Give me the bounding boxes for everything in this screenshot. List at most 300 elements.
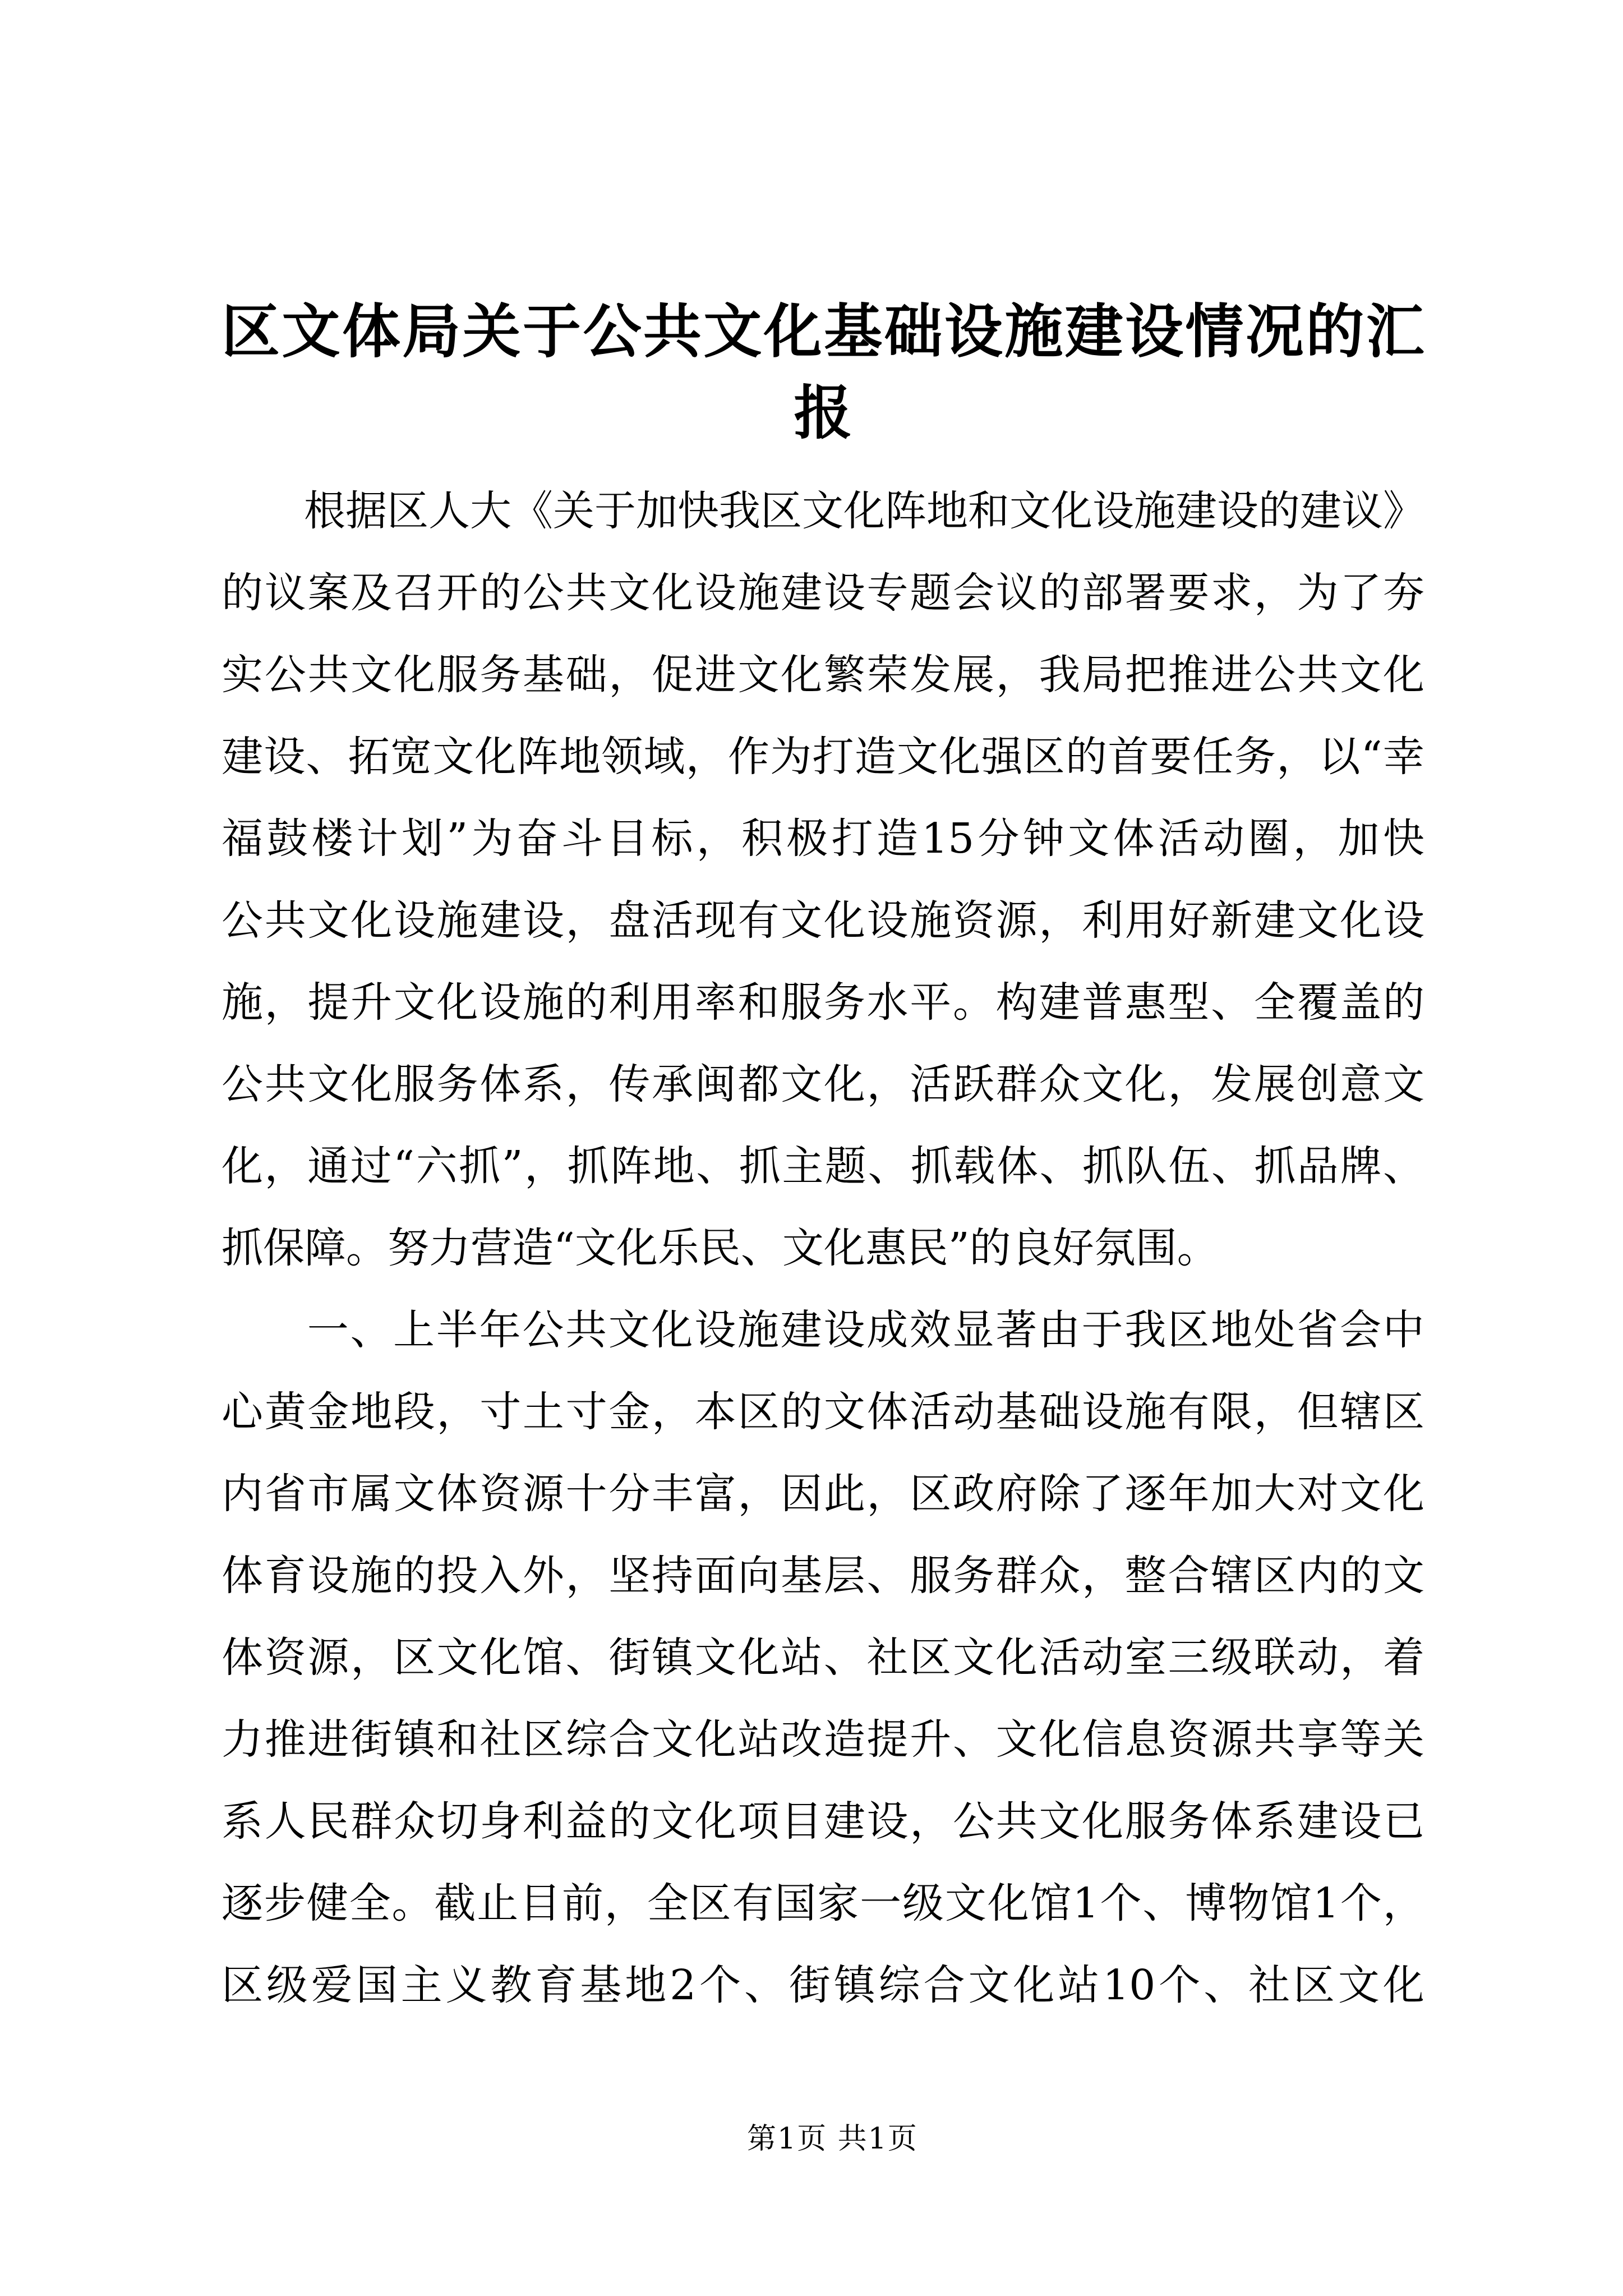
glyph: 层: [823, 1552, 865, 1600]
glyph: 宽: [390, 733, 432, 781]
glyph: 覆: [1297, 978, 1339, 1027]
glyph: 文: [1068, 815, 1110, 863]
glyph: 区: [222, 1961, 263, 2009]
glyph: 共: [565, 1306, 607, 1354]
glyph: 向: [737, 1552, 780, 1600]
glyph: 建: [1300, 487, 1341, 535]
glyph: 合: [608, 1715, 651, 1764]
glyph: 了: [1082, 1470, 1124, 1518]
glyph: 中: [1382, 1306, 1424, 1354]
glyph: ，: [604, 1879, 646, 1927]
glyph: 六: [416, 1142, 458, 1190]
glyph: 设: [264, 733, 306, 781]
glyph: 化: [436, 978, 478, 1027]
glyph: 好: [1168, 896, 1210, 945]
glyph: 公: [952, 1797, 994, 1846]
glyph: 。: [952, 978, 994, 1027]
glyph: 文: [652, 1715, 694, 1764]
text-line: [222, 1289, 1424, 1371]
glyph: 联: [1253, 1634, 1295, 1682]
glyph: 公: [264, 651, 306, 699]
glyph: 限: [1211, 1388, 1253, 1436]
glyph: ，: [737, 1470, 780, 1518]
glyph: 区: [1382, 1388, 1424, 1436]
glyph: 有: [732, 1879, 774, 1927]
glyph: 文: [737, 651, 780, 699]
glyph: 基: [824, 297, 883, 366]
glyph: 文: [351, 651, 393, 699]
glyph: 础: [1039, 1388, 1081, 1436]
glyph: 1: [1312, 1879, 1339, 1927]
glyph: “: [1361, 733, 1382, 781]
glyph: 务: [1168, 1797, 1210, 1846]
glyph: 题: [910, 569, 952, 617]
glyph: 2: [670, 1961, 697, 2009]
glyph: 、: [1211, 1142, 1253, 1190]
glyph: 站: [781, 1634, 823, 1682]
glyph: 博: [1185, 1879, 1227, 1927]
glyph: 文: [432, 733, 474, 781]
glyph: 建: [1253, 896, 1295, 945]
glyph: 率: [694, 978, 736, 1027]
glyph: 的: [1340, 1552, 1382, 1600]
glyph: 资: [479, 1470, 522, 1518]
glyph: 强: [981, 733, 1023, 781]
glyph: 金: [307, 1388, 349, 1436]
glyph: 效: [909, 1306, 951, 1354]
glyph: 快: [677, 487, 719, 535]
glyph: 目: [606, 815, 648, 863]
glyph: 建: [1039, 978, 1081, 1027]
glyph: 议: [995, 569, 1038, 617]
glyph: 化: [1382, 651, 1424, 699]
glyph: 爱: [311, 1961, 353, 2009]
glyph: ，: [1253, 1388, 1295, 1436]
glyph: 室: [1124, 1634, 1166, 1682]
glyph: 设: [694, 569, 736, 617]
glyph: 公: [583, 297, 642, 366]
glyph: 共: [1253, 1715, 1295, 1764]
glyph: 文: [802, 487, 843, 535]
glyph: 止: [477, 1879, 519, 1927]
glyph: 施: [737, 569, 780, 617]
glyph: 地: [653, 1142, 695, 1190]
glyph: 建: [781, 569, 823, 617]
glyph: 化: [763, 297, 822, 366]
glyph: 截: [434, 1879, 476, 1927]
glyph: 众: [1039, 1060, 1081, 1108]
glyph: 、: [952, 1715, 994, 1764]
glyph: 、: [823, 1634, 865, 1682]
glyph: 建: [823, 1797, 865, 1846]
glyph: 金: [608, 1388, 651, 1436]
glyph: 于: [1081, 1306, 1123, 1354]
glyph: 设: [307, 1552, 349, 1600]
glyph: 拓: [348, 733, 390, 781]
glyph: 伍: [1168, 1142, 1210, 1190]
glyph: 推: [1168, 651, 1210, 699]
glyph: 化: [1082, 1797, 1124, 1846]
glyph: 抓: [1082, 1142, 1124, 1190]
glyph: 文: [995, 1715, 1038, 1764]
glyph: ，: [524, 1142, 566, 1190]
glyph: 于: [594, 487, 636, 535]
glyph: 坚: [608, 1552, 651, 1600]
glyph: 内: [1297, 1552, 1339, 1600]
glyph: 服: [781, 978, 823, 1027]
glyph: 本: [694, 1388, 736, 1436]
glyph: 》: [1383, 487, 1424, 535]
glyph: 区: [522, 1715, 564, 1764]
glyph: ，: [1340, 1634, 1382, 1682]
glyph: 著: [995, 1306, 1038, 1354]
glyph: 幸: [1382, 733, 1424, 781]
glyph: 公: [522, 1306, 564, 1354]
glyph: 化: [737, 1634, 780, 1682]
glyph: 站: [737, 1715, 780, 1764]
glyph: 目: [519, 1879, 561, 1927]
glyph: 镇: [393, 1715, 435, 1764]
glyph: 动: [1082, 1634, 1124, 1682]
glyph: 水: [866, 978, 909, 1027]
glyph: 、: [1039, 1142, 1081, 1190]
glyph: ，: [652, 1388, 694, 1436]
glyph: 的: [1039, 569, 1081, 617]
glyph: 土: [522, 1388, 564, 1436]
glyph: 化: [823, 896, 865, 945]
glyph: 的: [1382, 978, 1424, 1027]
glyph: 的: [608, 1797, 651, 1846]
glyph: 的: [1306, 297, 1364, 366]
glyph: ，: [1168, 1060, 1210, 1108]
glyph: ，: [608, 651, 651, 699]
glyph: 改: [781, 1715, 823, 1764]
glyph: 设: [393, 896, 435, 945]
glyph: 部: [1082, 569, 1124, 617]
glyph: 设: [823, 569, 865, 617]
glyph: 公: [222, 896, 263, 945]
glyph: 地: [559, 733, 601, 781]
glyph: 个: [699, 1961, 741, 2009]
glyph: 把: [1124, 651, 1166, 699]
glyph: 信: [1082, 1715, 1124, 1764]
glyph: 务: [1234, 733, 1276, 781]
glyph: 化: [351, 1060, 393, 1108]
glyph: 设: [694, 1306, 736, 1354]
glyph: 和: [737, 978, 780, 1027]
glyph: 个: [1340, 1879, 1382, 1927]
glyph: 造: [876, 815, 918, 863]
glyph: 体: [222, 1634, 263, 1682]
glyph: 富: [694, 1470, 736, 1518]
glyph: 化: [1039, 1715, 1081, 1764]
glyph: 群: [351, 1797, 393, 1846]
glyph: 服: [910, 1552, 952, 1600]
glyph: 馆: [522, 1634, 564, 1682]
glyph: 盘: [608, 896, 651, 945]
glyph: 基: [580, 1961, 622, 2009]
glyph: 用: [652, 978, 694, 1027]
glyph: 源: [1211, 1715, 1253, 1764]
glyph: 域: [643, 733, 685, 781]
glyph: 年: [479, 1306, 521, 1354]
glyph: 关: [1382, 1715, 1424, 1764]
glyph: 设: [866, 896, 909, 945]
glyph: ，: [1276, 733, 1318, 781]
glyph: 区: [1253, 1552, 1295, 1600]
glyph: 全: [349, 1879, 391, 1927]
glyph: ，: [1293, 815, 1335, 863]
glyph: 文: [1382, 1552, 1424, 1600]
glyph: 馆: [1030, 1879, 1072, 1927]
glyph: 、: [866, 1552, 909, 1600]
glyph: 体: [222, 1552, 263, 1600]
text-line: [222, 716, 1424, 798]
glyph: 进: [307, 1715, 349, 1764]
glyph: 化: [694, 1797, 736, 1846]
glyph: 情: [1185, 297, 1244, 366]
glyph: 提: [866, 1715, 909, 1764]
glyph: 传: [608, 1060, 651, 1108]
glyph: 为: [471, 815, 513, 863]
glyph: 民: [307, 1797, 349, 1846]
glyph: 人: [428, 487, 470, 535]
glyph: 繁: [823, 651, 865, 699]
glyph: 文: [823, 1388, 865, 1436]
glyph: 化: [843, 487, 885, 535]
text-line: [222, 961, 1424, 1043]
glyph: 抓: [567, 1142, 609, 1190]
text-line: [222, 1371, 1424, 1453]
glyph: 和: [436, 1715, 478, 1764]
glyph: 国: [356, 1961, 398, 2009]
glyph: 化: [781, 651, 823, 699]
glyph: 区: [910, 1470, 952, 1518]
glyph: 化: [694, 1715, 736, 1764]
glyph: 文: [952, 1634, 994, 1682]
glyph: 区: [1293, 1961, 1335, 2009]
glyph: 基: [781, 1552, 823, 1600]
glyph: 区: [1168, 1306, 1210, 1354]
glyph: 过: [350, 1142, 392, 1190]
glyph: 础: [565, 651, 607, 699]
glyph: 建: [1297, 1797, 1339, 1846]
glyph: 义: [445, 1961, 487, 2009]
glyph: 投: [436, 1552, 478, 1600]
glyph: 合: [1168, 1552, 1210, 1600]
glyph: 鼓: [266, 815, 308, 863]
glyph: 利: [1082, 896, 1124, 945]
glyph: 的: [1066, 733, 1107, 781]
glyph: 施: [436, 896, 478, 945]
glyph: 召: [393, 569, 435, 617]
glyph: 加: [636, 487, 677, 535]
glyph: 务: [952, 1552, 994, 1600]
glyph: 文: [1039, 1797, 1081, 1846]
glyph: 加: [1338, 815, 1380, 863]
glyph: 区: [910, 1634, 952, 1682]
glyph: 段: [393, 1388, 435, 1436]
glyph: 础: [884, 297, 943, 366]
glyph: ，: [685, 733, 727, 781]
glyph: 奋: [516, 815, 558, 863]
glyph: ，: [910, 1797, 952, 1846]
glyph: 全: [647, 1879, 689, 1927]
glyph: 我: [1124, 1306, 1166, 1354]
glyph: 共: [565, 569, 607, 617]
glyph: ，: [1039, 896, 1081, 945]
glyph: 局: [402, 297, 461, 366]
glyph: 夯: [1382, 569, 1424, 617]
glyph: 级: [266, 1961, 308, 2009]
glyph: 文: [703, 297, 762, 366]
glyph: 共: [264, 896, 306, 945]
glyph: 、: [1204, 1961, 1246, 2009]
glyph: 通: [307, 1142, 349, 1190]
glyph: 主: [400, 1961, 442, 2009]
glyph: 牌: [1340, 1142, 1382, 1190]
glyph: 首: [1108, 733, 1150, 781]
glyph: 标: [651, 815, 693, 863]
glyph: 和: [968, 487, 1009, 535]
glyph: 体: [997, 1142, 1039, 1190]
glyph: 10: [1103, 1961, 1156, 2009]
glyph: 打: [812, 733, 854, 781]
glyph: 设: [479, 978, 522, 1027]
glyph: 地: [351, 1388, 393, 1436]
glyph: 载: [953, 1142, 995, 1190]
glyph: 设: [944, 297, 1003, 366]
glyph: 化: [1382, 1961, 1424, 2009]
glyph: 众: [393, 1797, 435, 1846]
glyph: 区: [689, 1879, 731, 1927]
glyph: 要: [1150, 733, 1192, 781]
glyph: 汇: [1366, 297, 1424, 366]
glyph: 资: [952, 896, 994, 945]
glyph: 整: [1124, 1552, 1166, 1600]
glyph: 文: [1340, 651, 1382, 699]
glyph: 建: [780, 1306, 822, 1354]
glyph: 体: [436, 1470, 478, 1518]
glyph: 促: [652, 651, 694, 699]
glyph: 三: [1168, 1634, 1210, 1682]
glyph: 公: [522, 569, 564, 617]
glyph: 市: [307, 1470, 349, 1518]
glyph: 文: [608, 1306, 650, 1354]
glyph: 共: [995, 1797, 1038, 1846]
glyph: 案: [307, 569, 349, 617]
glyph: 划: [402, 815, 444, 863]
glyph: 地: [926, 487, 968, 535]
glyph: 惠: [1124, 978, 1166, 1027]
glyph: 对: [1297, 1470, 1339, 1518]
glyph: 区: [1023, 733, 1065, 781]
glyph: 设: [1082, 1388, 1124, 1436]
glyph: 个: [1100, 1879, 1142, 1927]
glyph: 创: [1297, 1060, 1339, 1108]
glyph: 化: [351, 896, 393, 945]
glyph: 入: [479, 1552, 522, 1600]
glyph: 体: [479, 1060, 522, 1108]
glyph: 化: [1013, 1961, 1055, 2009]
glyph: ，: [696, 815, 738, 863]
glyph: 建: [222, 733, 263, 781]
glyph: 文: [1009, 487, 1051, 535]
glyph: 队: [1125, 1142, 1167, 1190]
glyph: 育: [264, 1552, 306, 1600]
glyph: 造: [823, 1715, 865, 1764]
glyph: 务: [479, 651, 522, 699]
glyph: 利: [522, 1797, 564, 1846]
glyph: 以: [1318, 733, 1361, 781]
glyph: 基: [522, 651, 564, 699]
glyph: 社: [479, 1715, 522, 1764]
glyph: 化: [1382, 1470, 1424, 1518]
glyph: 设: [1092, 487, 1134, 535]
glyph: 寸: [479, 1388, 522, 1436]
glyph: 化: [1340, 896, 1382, 945]
glyph: 钟: [1022, 815, 1064, 863]
glyph: 街: [608, 1634, 651, 1682]
text-line: [222, 1535, 1424, 1617]
glyph: 实: [222, 651, 263, 699]
glyph: 的: [479, 569, 522, 617]
glyph: ，: [565, 896, 607, 945]
glyph: 承: [652, 1060, 694, 1108]
glyph: 区: [393, 1634, 435, 1682]
glyph: 十: [565, 1470, 607, 1518]
glyph: 有: [737, 896, 780, 945]
glyph: 圈: [1248, 815, 1290, 863]
glyph: 体: [866, 1388, 909, 1436]
glyph: 活: [910, 1388, 952, 1436]
glyph: 已: [1382, 1797, 1424, 1846]
glyph: 于: [523, 297, 582, 366]
glyph: ，: [565, 1060, 607, 1108]
glyph: 展: [952, 651, 994, 699]
glyph: 施: [522, 978, 564, 1027]
glyph: 设: [522, 896, 564, 945]
glyph: 化: [939, 733, 981, 781]
glyph: 区: [760, 487, 802, 535]
glyph: 活: [1039, 1634, 1081, 1682]
glyph: 施: [222, 978, 263, 1027]
glyph: [222, 1289, 306, 1371]
glyph: 有: [1168, 1388, 1210, 1436]
glyph: 文: [608, 569, 651, 617]
glyph: 内: [222, 1470, 263, 1518]
glyph: 公: [1253, 651, 1295, 699]
glyph: 福: [222, 815, 263, 863]
glyph: 系: [522, 1060, 564, 1108]
glyph: 年: [1168, 1470, 1210, 1518]
glyph: 群: [995, 1060, 1038, 1108]
glyph: 推: [264, 1715, 306, 1764]
glyph: 地: [625, 1961, 667, 2009]
glyph: 全: [1253, 978, 1295, 1027]
glyph: ”: [501, 1142, 523, 1190]
glyph: 系: [1253, 1797, 1295, 1846]
glyph: 辖: [1211, 1552, 1253, 1600]
glyph: 主: [782, 1142, 824, 1190]
glyph: 步: [264, 1879, 306, 1927]
glyph: ，: [1082, 1552, 1124, 1600]
title-line: [222, 291, 1424, 372]
glyph: 目: [781, 1797, 823, 1846]
glyph: 着: [1382, 1634, 1424, 1682]
glyph: 积: [741, 815, 783, 863]
glyph: 级: [1211, 1634, 1253, 1682]
